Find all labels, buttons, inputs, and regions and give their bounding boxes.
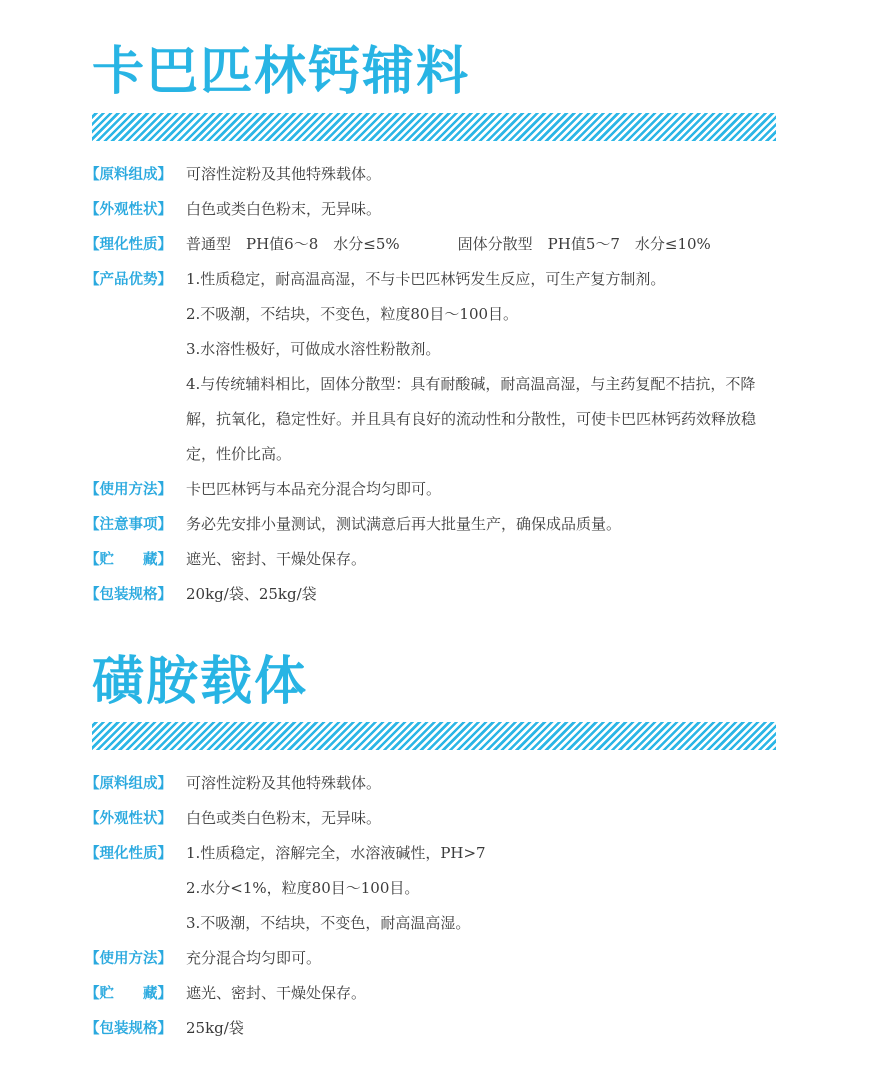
spec-row-advantage-4 — [92, 367, 782, 472]
spec-value: 可溶性淀粉及其他特殊载体。 — [186, 165, 382, 183]
spec-label: 【理化性质】 — [85, 845, 172, 862]
spec-label: 【包装规格】 — [85, 1020, 172, 1037]
spec-value: 20kg/袋、25kg/袋 — [186, 585, 317, 603]
section-title: 卡巴匹林钙辅料 — [92, 42, 471, 102]
spec-row-properties — [85, 227, 782, 262]
spec-label: 【包装规格】 — [85, 586, 172, 603]
spec-value: 2.水分<1%，粒度80目～100目。 — [186, 879, 420, 897]
spec-value-solid-dispersion: 固体分散型 PH值5～7 水分≤10% — [457, 235, 711, 253]
spec-value: 25kg/袋 — [186, 1019, 244, 1037]
spec-label: 【注意事项】 — [85, 516, 172, 533]
spec-value: 务必先安排小量测试，测试满意后再大批量生产，确保成品质量。 — [186, 515, 622, 533]
spec-label: 【理化性质】 — [85, 236, 172, 253]
striped-divider — [92, 113, 776, 141]
spec-row-appearance — [85, 801, 782, 836]
spec-value: 白色或类白色粉末，无异味。 — [186, 809, 382, 827]
spec-row-precautions — [85, 507, 782, 542]
spec-row-storage — [85, 976, 782, 1011]
spec-value: 遮光、密封、干燥处保存。 — [186, 550, 367, 568]
spec-row-packaging — [85, 577, 782, 612]
spec-row-usage — [85, 472, 782, 507]
spec-label: 【产品优势】 — [85, 271, 172, 288]
spec-value: 4.与传统辅料相比，固体分散型：具有耐酸碱，耐高温高湿，与主药复配不拮抗，不降解，抗氧化，稳定性好。并且具有良好的流动性和分散性，可使卡巴匹林钙药效释放稳定，性价比高。 — [186, 375, 757, 463]
spec-row-usage — [85, 941, 782, 976]
spec-label: 【外观性状】 — [85, 810, 172, 827]
spec-value: 1.性质稳定，耐高温高湿，不与卡巴匹林钙发生反应，可生产复方制剂。 — [186, 270, 666, 288]
spec-value: 可溶性淀粉及其他特殊载体。 — [186, 774, 382, 792]
spec-list — [85, 766, 782, 1046]
spec-label: 【使用方法】 — [85, 950, 172, 967]
spec-value: 1.性质稳定，溶解完全，水溶液碱性，PH>7 — [186, 844, 486, 862]
spec-row-advantage-3 — [92, 332, 782, 367]
spec-value: 3.不吸潮，不结块，不变色，耐高温高湿。 — [186, 914, 471, 932]
spec-row-properties — [85, 836, 782, 871]
spec-row-advantages — [85, 262, 782, 297]
spec-row-appearance — [85, 192, 782, 227]
spec-label: 【外观性状】 — [85, 201, 172, 218]
spec-value: 2.不吸潮，不结块，不变色，粒度80目～100目。 — [186, 305, 519, 323]
spec-row-advantage-2 — [92, 297, 782, 332]
spec-list — [85, 157, 782, 612]
spec-row-storage — [85, 542, 782, 577]
striped-divider — [92, 722, 776, 750]
spec-label: 【使用方法】 — [85, 481, 172, 498]
spec-value: 卡巴匹林钙与本品充分混合均匀即可。 — [186, 480, 442, 498]
spec-value: 遮光、密封、干燥处保存。 — [186, 984, 367, 1002]
spec-label: 【贮 藏】 — [85, 985, 172, 1002]
spec-value: 白色或类白色粉末，无异味。 — [186, 200, 382, 218]
spec-row-property-2 — [92, 871, 782, 906]
section-title: 磺胺载体 — [92, 652, 309, 712]
spec-row-composition — [85, 766, 782, 801]
spec-row-packaging — [85, 1011, 782, 1046]
spec-label: 【原料组成】 — [85, 166, 172, 183]
spec-value-pair — [186, 227, 711, 262]
spec-label: 【贮 藏】 — [85, 551, 172, 568]
spec-row-property-3 — [92, 906, 782, 941]
spec-row-composition — [85, 157, 782, 192]
spec-value: 充分混合均匀即可。 — [186, 949, 322, 967]
spec-label: 【原料组成】 — [85, 775, 172, 792]
spec-value-standard: 普通型 PH值6～8 水分≤5% — [186, 235, 400, 253]
spec-value: 3.水溶性极好，可做成水溶性粉散剂。 — [186, 340, 441, 358]
